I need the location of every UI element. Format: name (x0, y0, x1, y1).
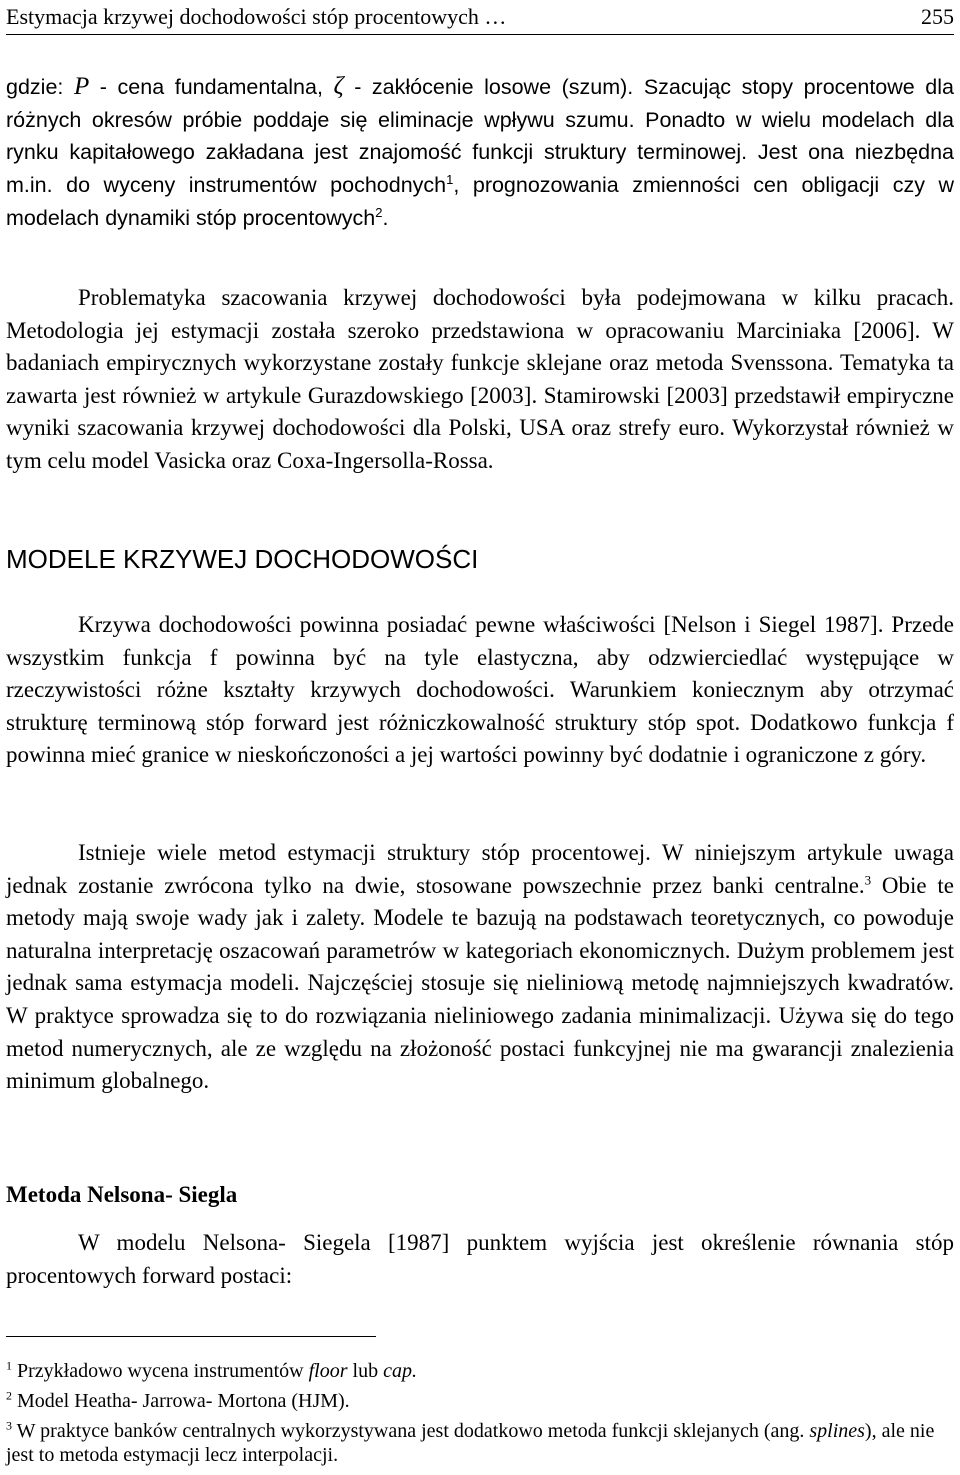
methods-paragraph (6, 837, 954, 1098)
footnote-2-text: Model Heatha- Jarrowa- Mortona (HJM). (12, 1390, 350, 1412)
footnote-3-text: W praktyce banków centralnych wykorzystywana jest dodatkowo metoda funkcji sklejanych (ang. (12, 1420, 810, 1442)
literature-text: Problematyka szacowania krzywej dochodowości była podejmowana w kilku pracach. Metodologia jej estymacji została szeroko przedstawiona w opracowaniu Marciniaka [2006]. W badaniach empirycznych wykorzystane zostały funkcje sklejane oraz metoda Svenssona. Tematyka ta zawarta jest również w artykule Gurazdowskiego [2003]. Stamirowski [2003] przedstawił empiryczne wyniki szacowania krzywej dochodowości dla Polski, USA oraz strefy euro. Wykorzystał również w tym celu model Vasicka oraz Coxa-Ingersolla-Rossa. (6, 285, 954, 473)
footnote-rule (6, 1336, 376, 1337)
footnote-ref-3[interactable]: 3 (864, 871, 872, 887)
footnote-1-number: 1 (6, 1358, 12, 1373)
symbol-zeta: ζ (333, 73, 344, 100)
footnote-ref-1[interactable]: 1 (446, 171, 454, 187)
intro-text-d: , prognozowania zmienności cen obligacji czy w modelach dynamiki stóp procentowych (6, 173, 954, 230)
methods-text-a: Istnieje wiele metod estymacji struktury stóp procentowej. W niniejszym artykule uwaga jednak zostanie zwrócona tylko na dwie, stosowane powszechnie przez banki centralne. (6, 840, 954, 898)
running-title: Estymacja krzywej dochodowości stóp procentowych … (6, 4, 507, 29)
literature-paragraph (6, 282, 954, 478)
footnote-ref-2[interactable]: 2 (375, 204, 383, 220)
methods-text-b: Obie te metody mają swoje wady jak i zalety. Modele te bazują na podstawach teoretycznych, co powoduje naturalna interpretację oszacowań parametrów w kategoriach ekonomicznych. Dużym problemem jest jednak sama estymacja modeli. Najczęściej stosuje się nieliniową metodę najmniejszych kwadratów. W praktyce sprowadza się to do rozwiązania nieliniowego zadania minimalizacji. Używa się do tego metod numerycznych, ale ze względu na złożoność postaci funkcyjnej nie ma gwarancji znalezienia minimum globalnego. (6, 872, 955, 1094)
footnote-2-number: 2 (6, 1388, 12, 1403)
footnote-3-number: 3 (6, 1418, 12, 1433)
footnote-1 (6, 1359, 954, 1383)
properties-text: Krzywa dochodowości powinna posiadać pewne właściwości [Nelson i Siegel 1987]. Przede wszystkim funkcja f powinna być na tyle elastyczna, aby odzwierciedlać występujące w rzeczywistości różne kształty krzywych dochodowości. Warunkiem koniecznym aby otrzymać strukturę terminową stóp forward jest różniczkowalność struktury stóp spot. Dodatkowo funkcja f powinna mieć granice w nieskończoności a jej wartości powinny być dodatnie i ograniczone z góry. (6, 612, 954, 768)
intro-paragraph (6, 71, 954, 235)
footnote-1-cap: cap. (383, 1360, 417, 1382)
section-heading: MODELE KRZYWEJ DOCHODOWOŚCI (6, 544, 479, 574)
subsection-heading: Metoda Nelsona- Siegla (6, 1182, 238, 1207)
symbol-p: P (73, 73, 90, 100)
footnote-2 (6, 1389, 954, 1413)
footnote-1-text: Przykładowo wycena instrumentów (12, 1360, 309, 1382)
footnote-1-text-b: lub (347, 1360, 384, 1382)
footnote-3 (6, 1419, 954, 1467)
intro-text-a: gdzie: (6, 75, 74, 99)
intro-text-b: - cena fundamentalna, (89, 75, 334, 99)
properties-paragraph (6, 609, 954, 772)
header-rule (6, 34, 954, 35)
nelson-siegel-paragraph (6, 1227, 954, 1292)
page-number: 255 (921, 4, 954, 29)
intro-text-e: . (382, 205, 389, 230)
intro-text-c: - zakłócenie losowe (szum). Szacując stopy procentowe dla różnych okresów próbie poddaje się eliminacje wpływu szumu. Ponadto w wielu modelach dla rynku kapitałowego zakładana jest znajomość funkcji struktury terminowej. Jest ona niezbędna m.in. do wyceny instrumentów pochodnych (6, 75, 954, 198)
footnote-3-text-b: ), ale nie jest to metoda estymacji lecz interpolacji. (6, 1420, 935, 1466)
running-header (6, 2, 954, 35)
footnote-3-splines: splines (809, 1420, 865, 1442)
nelson-siegel-text: W modelu Nelsona- Siegela [1987] punktem wyjścia jest określenie równania stóp procentowych forward postaci: (6, 1230, 954, 1288)
footnote-1-floor: floor (308, 1360, 348, 1382)
